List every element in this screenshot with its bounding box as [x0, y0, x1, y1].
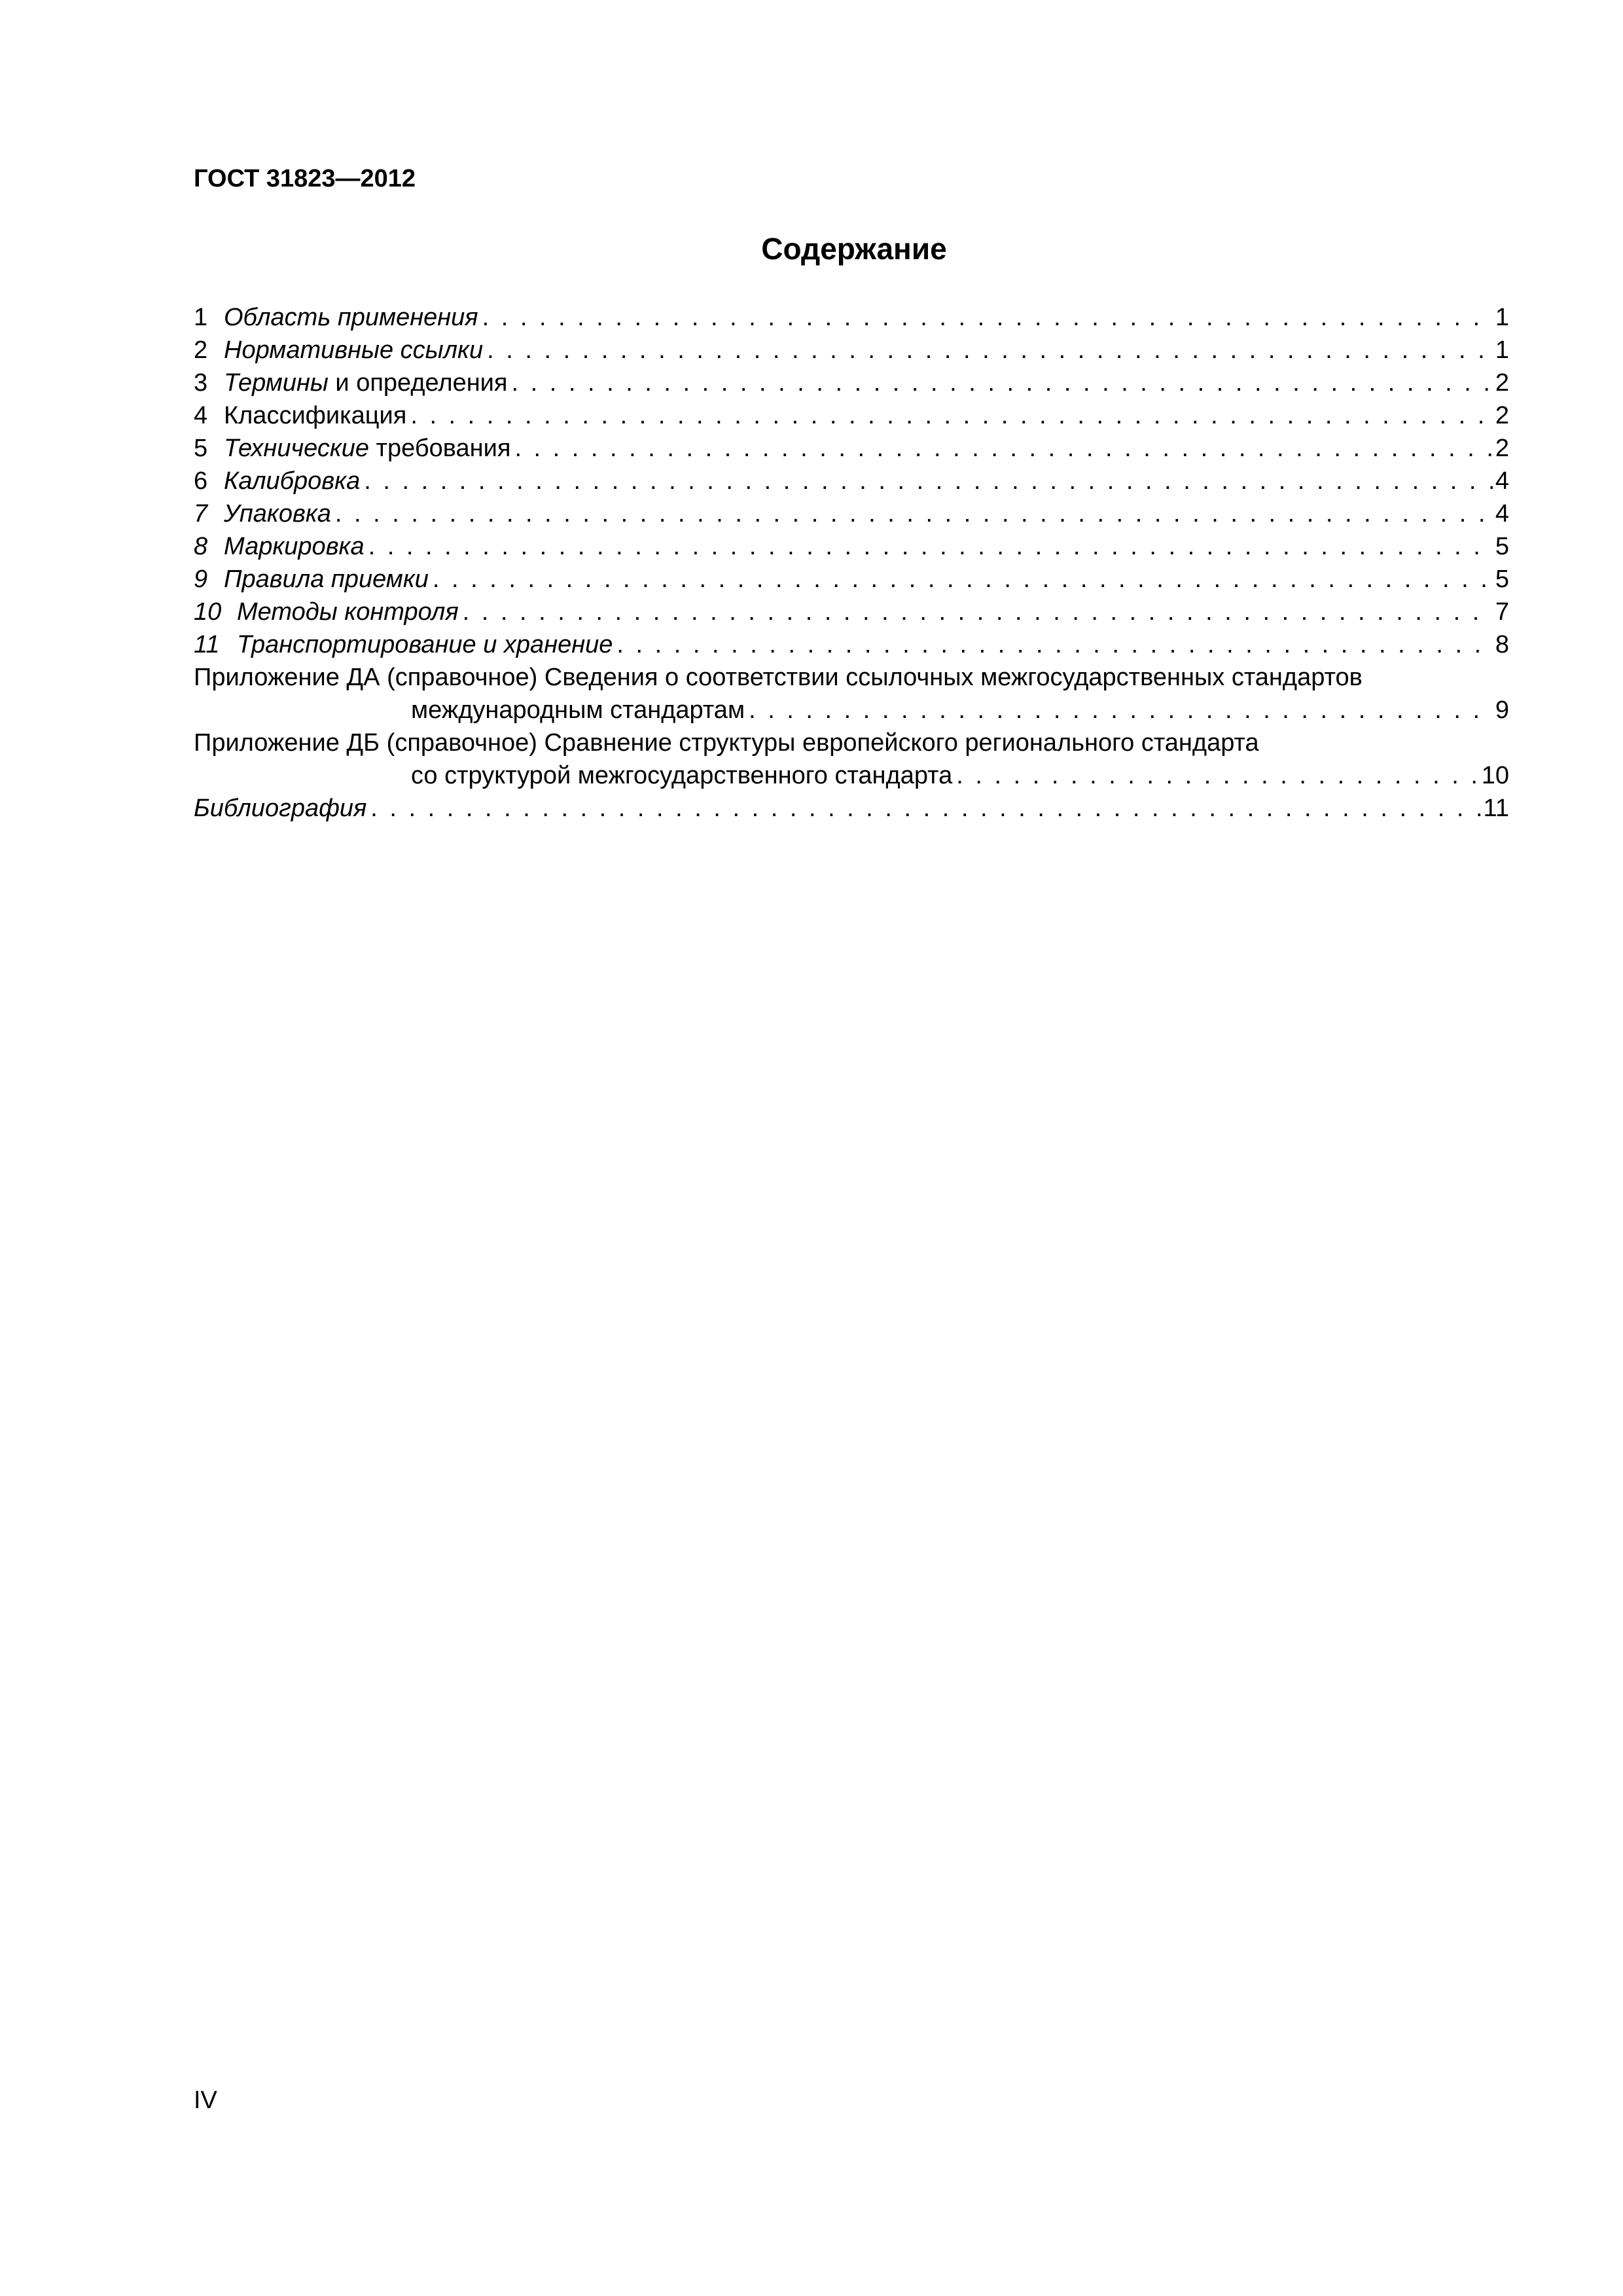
toc-entry-10[interactable]: [194, 596, 1509, 628]
toc-entry-title: Методы контроля: [237, 598, 459, 626]
dot-leader: [335, 497, 1493, 530]
toc-entry-9[interactable]: [194, 563, 1509, 596]
toc-entry-2[interactable]: [194, 334, 1509, 367]
toc-entry-number: 9: [194, 565, 208, 593]
toc-entry-number: 1: [194, 304, 208, 331]
dot-leader: [487, 334, 1493, 367]
toc-appendix-db[interactable]: [194, 726, 1509, 792]
toc-entry-title: Технические: [224, 435, 370, 462]
toc-entry-title: Библиография: [194, 792, 370, 825]
toc-page-number: 7: [1495, 598, 1509, 626]
toc-entry-number: 5: [194, 435, 208, 462]
toc-entry-7[interactable]: [194, 497, 1509, 530]
toc-entry-title-regular: требования: [369, 435, 511, 462]
toc-entry-number: 4: [194, 402, 208, 429]
toc-page-number: 8: [1495, 631, 1509, 658]
dot-leader: [463, 596, 1493, 628]
dot-leader: [368, 530, 1493, 563]
toc-appendix-da[interactable]: [194, 661, 1509, 726]
toc-entry-text: [194, 596, 463, 628]
dot-leader: [370, 792, 1480, 825]
toc-entry-text: [194, 465, 364, 497]
dot-leader: [514, 432, 1492, 465]
dot-leader: [616, 628, 1492, 661]
toc-entry-title: Упаковка: [224, 500, 331, 528]
toc-entry-title: Термины: [224, 369, 329, 397]
toc-bibliography[interactable]: [194, 792, 1509, 825]
toc-entry-title: Правила приемки: [224, 565, 429, 593]
toc-entry-number: 7: [194, 500, 208, 528]
toc-entry-text: [194, 334, 487, 367]
dot-leader: [512, 367, 1493, 399]
toc-entry-number: 3: [194, 369, 208, 397]
toc-entry-text: [194, 432, 514, 465]
toc-entry-text: [194, 497, 335, 530]
dot-leader: [410, 399, 1493, 432]
toc-entry-title-regular: Классификация: [224, 402, 407, 429]
toc-entry-title-regular: и определения: [328, 369, 508, 397]
toc-entry-title: Нормативные ссылки: [224, 336, 484, 364]
toc-page-number: 4: [1495, 500, 1509, 528]
dot-leader: [433, 563, 1493, 596]
toc-entry-number: 2: [194, 336, 208, 364]
toc-entry-number: 10: [194, 598, 222, 626]
toc-page-number: 10: [1481, 762, 1509, 789]
toc-entry-text: [194, 367, 512, 399]
toc-title: Содержание: [761, 232, 947, 266]
toc-entry-title: Маркировка: [224, 533, 365, 560]
toc-entry-3[interactable]: [194, 367, 1509, 399]
toc-entry-5[interactable]: [194, 432, 1509, 465]
appendix-title-line: Приложение ДА (справочное) Сведения о соответствии ссылочных межгосударственных стандартов: [194, 664, 1363, 691]
toc-page-number: 1: [1495, 336, 1509, 364]
toc-entry-title: Транспортирование и хранение: [237, 631, 613, 658]
dot-leader: [482, 301, 1493, 334]
toc-entry-1[interactable]: [194, 301, 1509, 334]
toc-entry-4[interactable]: [194, 399, 1509, 432]
toc-entry-text: [194, 530, 368, 563]
toc-page-number: 2: [1495, 402, 1509, 429]
appendix-title-continuation: со структурой межгосударственного стандарта: [411, 759, 956, 792]
dot-leader: [956, 759, 1478, 792]
toc-entry-text: [194, 301, 482, 334]
dot-leader: [364, 465, 1493, 497]
toc-entry-text: [194, 399, 410, 432]
toc-page-number: 2: [1495, 369, 1509, 397]
appendix-title-line: Приложение ДБ (справочное) Сравнение структуры европейского регионального стандарта: [194, 729, 1259, 757]
toc-page-number: 2: [1495, 435, 1509, 462]
toc-entry-title: Калибровка: [224, 467, 361, 495]
toc-page-number: 9: [1495, 696, 1509, 724]
toc-entry-11[interactable]: [194, 628, 1509, 661]
toc-entry-6[interactable]: [194, 465, 1509, 497]
toc-page-number: 5: [1495, 565, 1509, 593]
toc-entry-text: [194, 628, 616, 661]
toc-entry-text: [194, 563, 433, 596]
toc-page-number: 5: [1495, 533, 1509, 560]
toc-page-number: 1: [1495, 304, 1509, 331]
toc-entry-number: 6: [194, 467, 208, 495]
appendix-title-continuation: международным стандартам: [411, 694, 749, 726]
toc-entry-number: 8: [194, 533, 208, 560]
toc-entry-number: 11: [194, 631, 220, 658]
toc-page-number: 11: [1483, 795, 1509, 822]
dot-leader: [749, 694, 1493, 726]
document-code: ГОСТ 31823—2012: [194, 165, 416, 192]
toc-page-number: 4: [1495, 467, 1509, 495]
toc-entry-8[interactable]: [194, 530, 1509, 563]
table-of-contents: [194, 301, 1509, 825]
toc-entry-title: Область применения: [224, 304, 478, 331]
page-number: IV: [194, 2087, 217, 2114]
